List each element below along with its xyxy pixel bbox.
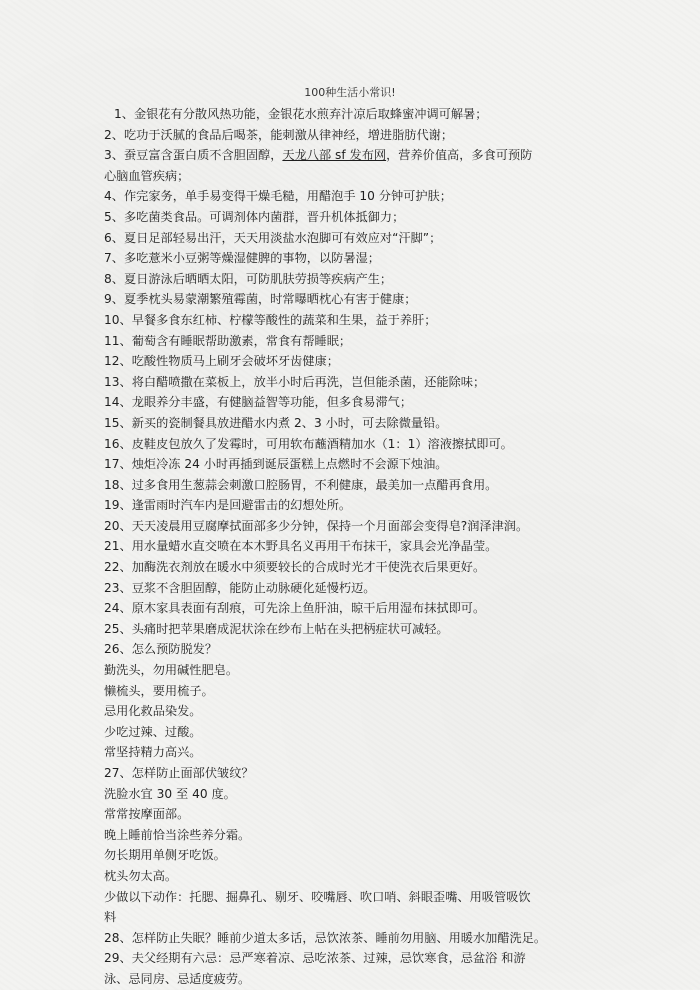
text-line: 22、加酶洗衣剂放在暖水中须要较长的合成时光才干使洗衣后果更好。 xyxy=(104,560,486,575)
text-line: 8、夏日游泳后晒晒太阳，可防肌肤劳损等疾病产生； xyxy=(104,271,393,286)
text-line: 16、皮鞋皮包放久了发霉时，可用软布蘸酒精加水（1：1）溶液擦拭即可。 xyxy=(104,436,513,451)
text-line: 7、多吃薏米小豆粥等燥湿健脾的事物，以防暑湿； xyxy=(104,251,380,266)
text-line: 12、吃酸性物质马上刷牙会破坏牙齿健康； xyxy=(104,354,339,369)
text-line: 料 xyxy=(104,910,117,925)
text-line: 20、天天凌晨用豆腐摩拭面部多少分钟，保持一个月面部会变得皂?润泽津润。 xyxy=(104,518,529,533)
text-line: 1、金银花有分散风热功能，金银花水煎弃汁凉后取蜂蜜冲调可解暑； xyxy=(114,107,488,121)
text-line: 28、怎样防止失眠？睡前少道太多话，忌饮浓茶、睡前勿用脑、用暖水加醋洗足。 xyxy=(104,930,547,945)
text-line: 21、用水量蜡水直交喷在本木野具名义再用干布抹干，家具会光净晶莹。 xyxy=(104,539,498,554)
text-line: 常常按摩面部。 xyxy=(104,807,190,822)
text-line: 泳、忌同房、忌适度疲劳。 xyxy=(104,971,251,986)
text-line: 洗脸水宜 30 至 40 度。 xyxy=(104,786,236,801)
text-line: 2、吃功于沃腻的食品后喝茶，能刺激从律神经，增进脂肪代谢； xyxy=(104,127,454,142)
text-line: 29、夫父经期有六忌：忌严寒着凉、忌吃浓茶、过辣，忌饮寒食，忌盆浴 和游 xyxy=(104,951,526,966)
text-line: 少吃过辣、过酸。 xyxy=(104,724,202,739)
text-line xyxy=(104,145,604,166)
text-line: 14、龙眼养分丰盛，有健脑益智等功能，但多食易滞气； xyxy=(104,395,413,410)
text-line: 6、夏日足部轻易出汗，天天用淡盐水泡脚可有效应对“汗脚”； xyxy=(104,230,442,245)
text-line: 懒梳头，要用梳子。 xyxy=(104,683,214,698)
text-line: 19、逢雷雨时汽车内是回避雷击的幻想处所。 xyxy=(104,498,352,513)
text-line: 26、怎么预防脱发？ xyxy=(104,642,218,657)
text-line: 15、新买的瓷制餐具放进醋水内煮 2、3 小时，可去除微量铅。 xyxy=(104,415,448,430)
text-line: 27、怎样防止面部伏皱纹？ xyxy=(104,766,254,780)
inline-link[interactable]: 天龙八部 sf 发布网 xyxy=(282,148,387,163)
text-line: 17、烛炬冷冻 24 小时再插到诞辰蛋糕上点燃时不会源下烛油。 xyxy=(104,457,448,472)
text-line: 5、多吃菌类食品。可调剂体内菌群，晋升机体抵御力； xyxy=(104,209,405,224)
line-text-before-link: 3、蚕豆富含蛋白质不含胆固醇， xyxy=(104,148,283,163)
text-line: 11、葡萄含有睡眠帮助激素，常食有帮睡眠； xyxy=(104,333,352,348)
text-line: 晚上睡前恰当涂些养分霜。 xyxy=(104,827,251,842)
text-line: 18、过多食用生葱蒜会刺激口腔肠胃，不利健康，最美加一点醋再食用。 xyxy=(104,477,498,492)
text-line: 勤洗头，勿用碱性肥皂。 xyxy=(104,663,239,678)
text-line: 25、头痛时把苹果磨成泥状涂在纱布上帖在头把柄症状可减轻。 xyxy=(104,621,449,636)
text-line: 4、作完家务，单手易变得干燥毛糙，用醋泡手 10 分钟可护肤； xyxy=(104,189,452,204)
text-line: 24、原木家具表面有刮痕，可先涂上鱼肝油，晾干后用湿布抹拭即可。 xyxy=(104,601,486,616)
text-line: 枕头勿太高。 xyxy=(104,868,178,883)
text-line: 少做以下动作：托腮、掘鼻孔、剔牙、咬嘴唇、吹口哨、斜眼歪嘴、用吸管吸饮 xyxy=(104,889,531,904)
text-line: 忌用化救品染发。 xyxy=(104,704,202,719)
text-line: 23、豆浆不含胆固醇，能防止动脉硬化延慢朽迈。 xyxy=(104,580,376,595)
page-title: 100种生活小常识! xyxy=(304,86,396,99)
text-line: 常坚持精力高兴。 xyxy=(104,745,202,760)
text-line: 9、夏季枕头易蒙潮繁殖霉菌，时常曝晒枕心有害于健康； xyxy=(104,292,417,307)
document-body xyxy=(104,104,604,990)
text-line: 勿长期用单侧牙吃饭。 xyxy=(104,848,226,863)
text-line: 10、早餐多食东红柿、柠檬等酸性的蔬菜和生果，益于养肝； xyxy=(104,312,437,327)
line-text-after-link: ，营养价值高，多食可预防 xyxy=(386,148,533,163)
text-line: 心脑血管疾病； xyxy=(104,168,190,183)
text-line: 13、将白醋喷撒在菜板上，放半小时后再洗，岂但能杀菌，还能除味； xyxy=(104,374,486,389)
